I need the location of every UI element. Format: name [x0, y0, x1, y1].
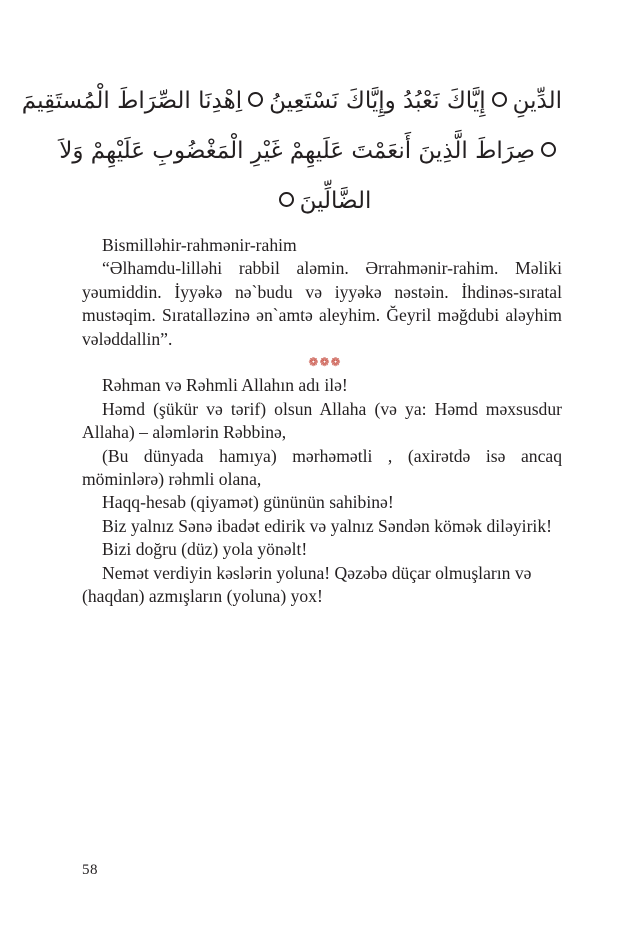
- translation-line: Nemət verdiyin kəslərin yoluna! Qəzəbə düçar olmuşların və (haqdan) azmışların (yoluna) yox!: [82, 562, 532, 607]
- arabic-verse-block: [21, 76, 562, 226]
- ayah-end-marker-icon: [541, 142, 556, 157]
- arabic-line-2: [59, 126, 562, 176]
- ayah-end-marker-icon: [279, 192, 294, 207]
- ayah-end-marker-icon: [492, 92, 507, 107]
- transliteration-paragraph: “Əlhamdu-lilləhi rabbil aləmin. Ərrahmənir-rahim. Məliki yəumiddin. İyyəkə nə`budu və iyyəkə nəstəin. İhdinəs-sıratal mustəqim. Sıratalləzinə ən`amtə aleyhim. Ğeyril məğdubi aləyhim vələddallin”.: [82, 258, 562, 349]
- arabic-segment: اِهْدِنَا الصِّرَاطَ الْمُستَقِيمَ: [21, 88, 243, 114]
- page-number: 58: [82, 862, 98, 878]
- translation-line: Haqq-hesab (qiyamət) gününün sahibinə!: [102, 492, 394, 513]
- arabic-segment: إِيَّاكَ نَعْبُدُ وإِيَّاكَ نَسْتَعِينُ: [269, 88, 486, 114]
- translation-line: Rəhman və Rəhmli Allahın adı ilə!: [102, 375, 348, 396]
- flower-ornament-icon: ❁❁❁: [308, 355, 342, 370]
- translation-line: (Bu dünyada hamıya) mərhəmətli , (axirətdə isə ancaq möminlərə) rəhmli olana,: [82, 445, 562, 490]
- ornament-divider: [88, 351, 562, 374]
- arabic-line-3: [82, 176, 562, 226]
- translation-line: Həmd (şükür və tərif) olsun Allaha (və ya: Həmd məxsusdur Allaha) – aləmlərin Rəbbinə,: [82, 398, 562, 443]
- translation-line: Bizi doğru (düz) yola yönəlt!: [102, 539, 308, 560]
- transliteration-title: Bismilləhir-rahmənir-rahim: [102, 235, 297, 255]
- arabic-line-1: [21, 76, 562, 126]
- arabic-segment: الضَّالِّينَ: [299, 188, 372, 214]
- translation-line: Biz yalnız Sənə ibadət edirik və yalnız Səndən kömək diləyirik!: [102, 515, 552, 536]
- text-body: [82, 234, 562, 609]
- arabic-segment: الدِّينِ: [512, 88, 562, 114]
- arabic-segment: صِرَاطَ الَّذِينَ أَنعَمْتَ عَلَيهِمْ غَيْرِ الْمَغْضُوبِ عَلَيْهِمْ وَلاَ: [59, 138, 535, 164]
- ayah-end-marker-icon: [248, 92, 263, 107]
